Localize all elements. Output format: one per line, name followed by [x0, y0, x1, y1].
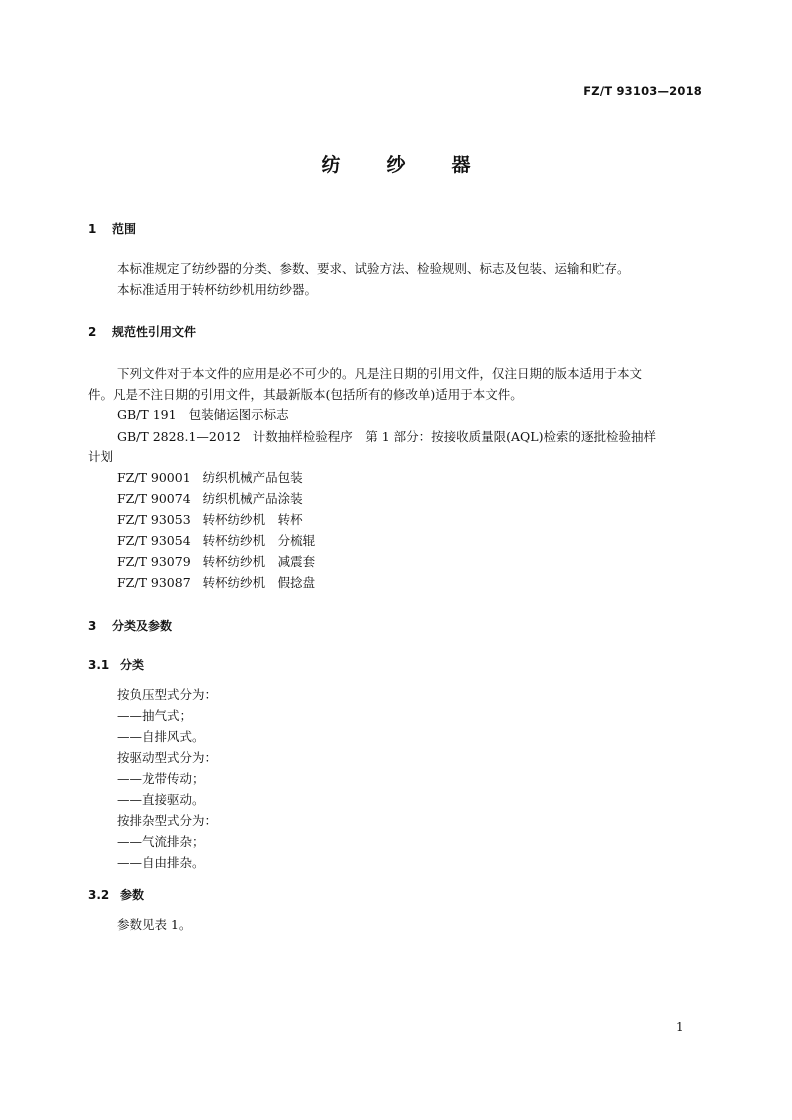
reference-item	[117, 552, 315, 572]
reference-code: FZ/T 93053	[117, 512, 191, 527]
reference-code: FZ/T 90074	[117, 491, 191, 506]
section-3-1-heading	[88, 656, 144, 673]
section-number: 2	[88, 325, 97, 339]
paragraph: 本标准规定了纺纱器的分类、参数、要求、试验方法、检验规则、标志及包装、运输和贮存。	[117, 261, 630, 276]
reference-item	[117, 531, 315, 551]
reference-code: FZ/T 93079	[117, 554, 191, 569]
section-number: 3.2	[88, 888, 110, 902]
section-title: 范围	[112, 222, 137, 236]
section-number: 3.1	[88, 658, 110, 672]
paragraph: 参数见表 1。	[117, 917, 192, 932]
reference-continuation: 计划	[88, 449, 114, 464]
reference-code: FZ/T 93087	[117, 575, 191, 590]
classification-line: 按排杂型式分为：	[117, 813, 218, 828]
reference-code: GB/T 2828.1—2012	[117, 429, 241, 444]
classification-item: ——气流排杂；	[117, 834, 205, 849]
reference-title: 转杯纺纱机 分梳辊	[202, 533, 316, 548]
reference-title: 转杯纺纱机 转杯	[202, 512, 303, 527]
section-title: 规范性引用文件	[112, 325, 197, 339]
section-3-heading	[88, 617, 172, 634]
standard-code: FZ/T 93103—2018	[583, 84, 702, 98]
document-title	[0, 150, 792, 177]
reference-title: 转杯纺纱机 减震套	[202, 554, 316, 569]
reference-item	[117, 489, 303, 509]
paragraph: 件。凡是不注日期的引用文件，其最新版本(包括所有的修改单)适用于本文件。	[88, 387, 523, 402]
classification-item: ——直接驱动。	[117, 792, 205, 807]
reference-title: 包装储运图示标志	[188, 407, 289, 422]
section-2-heading	[88, 323, 196, 340]
section-title: 分类及参数	[112, 619, 173, 633]
reference-title: 纺织机械产品涂装	[202, 491, 303, 506]
reference-item	[117, 468, 303, 488]
reference-title: 转杯纺纱机 假捻盘	[202, 575, 316, 590]
section-number: 3	[88, 619, 97, 633]
classification-line: 按负压型式分为：	[117, 687, 218, 702]
reference-item	[117, 573, 315, 593]
classification-line: 按驱动型式分为：	[117, 750, 218, 765]
section-1-heading	[88, 220, 136, 237]
title-char-2: 纱	[386, 154, 406, 176]
classification-item: ——龙带传动；	[117, 771, 205, 786]
title-char-1: 纺	[321, 154, 341, 176]
title-char-3: 器	[451, 154, 471, 176]
reference-code: FZ/T 93054	[117, 533, 191, 548]
classification-item: ——抽气式；	[117, 708, 193, 723]
section-number: 1	[88, 222, 97, 236]
reference-item	[117, 405, 289, 425]
reference-item	[117, 510, 303, 530]
section-3-2-heading	[88, 886, 144, 903]
reference-code: GB/T 191	[117, 407, 177, 422]
paragraph: 下列文件对于本文件的应用是必不可少的。凡是注日期的引用文件，仅注日期的版本适用于本文	[117, 366, 643, 381]
classification-item: ——自排风式。	[117, 729, 205, 744]
classification-item: ——自由排杂。	[117, 855, 205, 870]
reference-code: FZ/T 90001	[117, 470, 191, 485]
page-number: 1	[676, 1020, 684, 1034]
section-title: 分类	[120, 658, 145, 672]
reference-title: 计数抽样检验程序 第 1 部分：按接收质量限(AQL)检索的逐批检验抽样	[252, 429, 656, 444]
reference-title: 纺织机械产品包装	[202, 470, 303, 485]
paragraph: 本标准适用于转杯纺纱机用纺纱器。	[117, 282, 318, 297]
section-title: 参数	[120, 888, 145, 902]
reference-item	[117, 427, 656, 447]
